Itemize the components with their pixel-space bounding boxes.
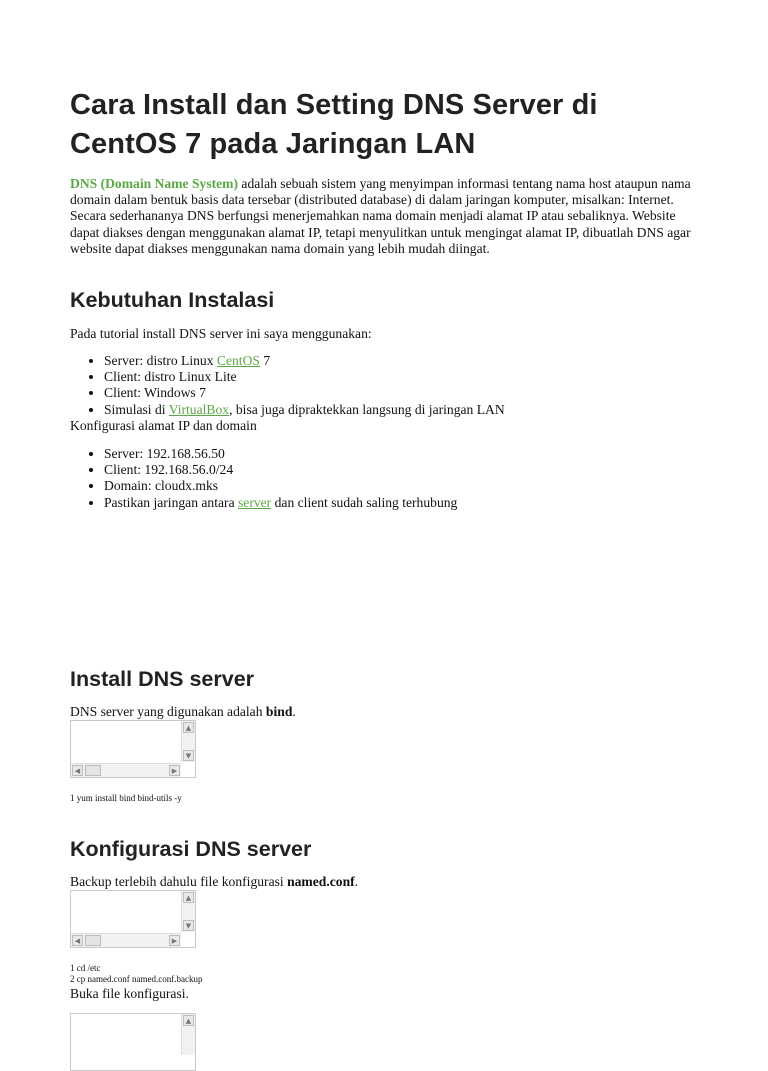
- list-item: • Client: 192.168.56.0/24: [104, 462, 724, 478]
- buka-text: Buka file konfigurasi.: [70, 986, 189, 1001]
- scroll-down-icon[interactable]: ▼: [183, 750, 194, 761]
- list-item: • Client: Windows 7: [104, 385, 724, 401]
- code-box-install[interactable]: [70, 720, 196, 778]
- scroll-up-icon[interactable]: ▲: [183, 1015, 194, 1026]
- server-link[interactable]: server: [238, 494, 272, 510]
- dns-term: DNS (Domain Name System): [70, 176, 239, 191]
- install-text: DNS server yang digunakan adalah bind.: [70, 704, 296, 719]
- list-item: • Domain: cloudx.mks: [104, 478, 724, 494]
- virtualbox-link[interactable]: VirtualBox: [168, 401, 230, 417]
- heading-install: Install DNS server: [70, 667, 255, 691]
- vertical-scrollbar[interactable]: [181, 721, 195, 762]
- scroll-thumb[interactable]: [85, 935, 101, 946]
- heading-kebutuhan: Kebutuhan Instalasi: [70, 288, 275, 312]
- code-listing-install: [70, 793, 182, 804]
- horizontal-scrollbar[interactable]: [71, 933, 181, 947]
- list-item: • Pastikan jaringan antara server dan client sudah saling terhubung: [104, 495, 724, 511]
- kebutuhan-lead: Pada tutorial install DNS server ini saya menggunakan:: [70, 326, 372, 341]
- list-item: • Simulasi di VirtualBox, bisa juga dipraktekkan langsung di jaringan LAN: [104, 402, 724, 418]
- vertical-scrollbar[interactable]: [181, 1014, 195, 1055]
- code-listing-konfigurasi: [70, 963, 202, 984]
- list-item: • Server: distro Linux CentOS 7: [104, 353, 724, 369]
- list-item: • Server: 192.168.56.50: [104, 446, 724, 462]
- scroll-right-icon[interactable]: ▶: [169, 765, 180, 776]
- scroll-thumb[interactable]: [85, 765, 101, 776]
- requirements-list: [70, 353, 724, 418]
- config-lead: Konfigurasi alamat IP dan domain: [70, 418, 257, 433]
- intro-text: adalah sebuah sistem yang menyimpan informasi tentang nama host ataupun nama domain dalam bentuk basis data tersebar (distributed database) di dalam jaringan komputer, misalkan: Internet. Secara sederhananya DNS berfungsi menerjemahkan nama domain menjadi alamat IP atau sebaliknya. Website dapat diakses dengan menggunakan alamat IP, tetapi menyulitkan untuk mengingat alamat IP, dibuatlah DNS agar website dapat diakses menggunakan nama domain yang lebih mudah diingat.: [70, 176, 691, 256]
- code-box-konfigurasi[interactable]: [70, 890, 196, 948]
- code-line: 1 cd /etc: [70, 963, 101, 973]
- code-box-buka[interactable]: [70, 1013, 196, 1071]
- code-line: 1 yum install bind bind-utils -y: [70, 793, 182, 803]
- scroll-left-icon[interactable]: ◀: [72, 935, 83, 946]
- config-list: [70, 446, 724, 511]
- vertical-scrollbar[interactable]: [181, 891, 195, 932]
- scroll-left-icon[interactable]: ◀: [72, 765, 83, 776]
- intro-paragraph: [70, 176, 700, 257]
- page-title: Cara Install dan Setting DNS Server di CentOS 7 pada Jaringan LAN: [70, 89, 598, 160]
- heading-konfigurasi: Konfigurasi DNS server: [70, 837, 312, 861]
- scroll-down-icon[interactable]: ▼: [183, 920, 194, 931]
- konfigurasi-text: Backup terlebih dahulu file konfigurasi named.conf.: [70, 874, 359, 889]
- code-line: 2 cp named.conf named.conf.backup: [70, 973, 203, 984]
- horizontal-scrollbar[interactable]: [71, 763, 181, 777]
- scroll-up-icon[interactable]: ▲: [183, 892, 194, 903]
- scroll-right-icon[interactable]: ▶: [169, 935, 180, 946]
- centos-link[interactable]: CentOS: [216, 353, 260, 368]
- list-item: • Client: distro Linux Lite: [104, 369, 724, 385]
- scroll-up-icon[interactable]: ▲: [183, 722, 194, 733]
